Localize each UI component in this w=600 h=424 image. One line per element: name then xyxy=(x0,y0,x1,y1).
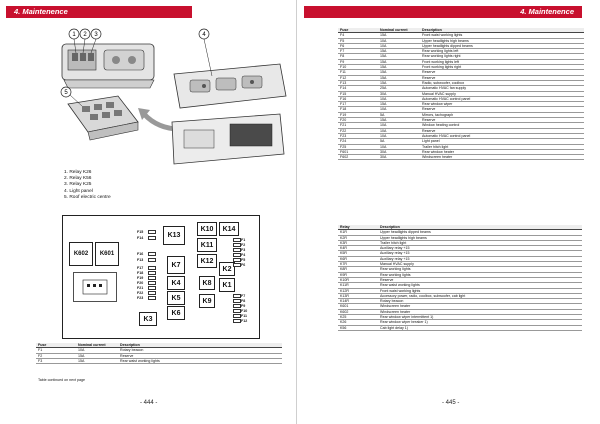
relay-K6: K6 xyxy=(167,306,185,320)
fuse-label-F4: F4 xyxy=(241,253,246,257)
cell: 15A xyxy=(378,33,420,38)
relay-K11: K11 xyxy=(197,238,217,252)
cell: Rear window wiper intermittent 1) xyxy=(378,315,582,320)
cell: 15A xyxy=(378,75,420,80)
callout-3: 3 xyxy=(94,32,98,38)
cell: Reserve xyxy=(378,277,582,282)
fuse-label-F11: F11 xyxy=(241,314,247,318)
cell: 25A xyxy=(378,86,420,91)
fuse-label-F8: F8 xyxy=(241,299,246,303)
legend-item: 5. Roof electric centre xyxy=(64,194,111,200)
fuse-label-F19: F19 xyxy=(137,276,144,280)
cell: 15A xyxy=(378,102,420,107)
cell: Upper headlights high beams xyxy=(420,38,584,43)
left-page xyxy=(6,0,290,424)
cell: Front waist working lights xyxy=(378,288,582,293)
fuse-slot xyxy=(233,309,241,313)
cell: F23 xyxy=(338,133,378,138)
cell: Rear waist working lights xyxy=(118,358,282,363)
cell: 15A xyxy=(378,118,420,123)
cell: Reserve xyxy=(420,107,584,112)
relay-K8: K8 xyxy=(199,276,215,290)
cell: K13R xyxy=(338,293,378,298)
cell: F18 xyxy=(338,107,378,112)
right-header-title: 4. Maintenence xyxy=(520,7,574,16)
cell: 15A xyxy=(76,353,118,358)
cell: Mirrors, tachograph xyxy=(420,112,584,117)
cell: F16 xyxy=(338,96,378,101)
fuse-slot xyxy=(233,258,241,262)
cell: 15A xyxy=(378,70,420,75)
cell: 15A xyxy=(378,54,420,59)
cell: F8 xyxy=(338,54,378,59)
cell: Reserve xyxy=(420,118,584,123)
fuse-slot xyxy=(233,243,241,247)
cell: 10A xyxy=(378,96,420,101)
table-row xyxy=(36,358,282,363)
cell: K11R xyxy=(338,283,378,288)
cell: 5A xyxy=(378,139,420,144)
cell: Trailer hitch light xyxy=(378,240,582,245)
callout-1: 1 xyxy=(72,32,76,38)
cell: 10A xyxy=(378,43,420,48)
relay-K10: K10 xyxy=(197,222,217,236)
fuse-slot xyxy=(233,248,241,252)
fuse-slot xyxy=(233,263,241,267)
cell: Rear window wiper xyxy=(420,102,584,107)
relay-K1: K1 xyxy=(219,278,235,292)
cell: Front working lights right xyxy=(420,65,584,70)
cell: 15A xyxy=(378,80,420,85)
cell: F19 xyxy=(338,112,378,117)
fuse-label-F6: F6 xyxy=(241,263,246,267)
left-page-number: - 444 - xyxy=(140,400,158,406)
fuse-label-F16: F16 xyxy=(137,252,144,256)
roof-panel-illustration xyxy=(172,114,284,164)
cell: F12 xyxy=(338,75,378,80)
relay-K4: K4 xyxy=(167,276,185,290)
cell: F602 xyxy=(338,155,378,160)
cell: Rear working lights right xyxy=(420,54,584,59)
cell: F4 xyxy=(338,33,378,38)
fuse-slot xyxy=(148,276,156,280)
light-panel-illustration xyxy=(174,64,286,108)
cell: K26 xyxy=(338,320,378,325)
figure-legend xyxy=(64,170,111,201)
cell: Automatic HVAC control panel xyxy=(420,133,584,138)
fuse-label-F23: F23 xyxy=(137,296,144,300)
fuse-label-F21: F21 xyxy=(137,286,144,290)
cell: F6 xyxy=(338,43,378,48)
cell: F21 xyxy=(338,123,378,128)
cell: Auxiliary relay +15 xyxy=(378,246,582,251)
cell: Rotary beacon xyxy=(118,348,282,353)
cell: Reserve xyxy=(118,353,282,358)
fuse-label-F20: F20 xyxy=(137,281,144,285)
cell: Upper headlights high beams xyxy=(378,235,582,240)
table-continued-note: Table continued on next page xyxy=(38,378,85,382)
cell: K601 xyxy=(338,304,378,309)
col-header: Fuse xyxy=(36,343,76,348)
cell: Auxiliary relay +15 xyxy=(378,256,582,261)
cell: K3R xyxy=(338,240,378,245)
fuse-slot xyxy=(233,238,241,242)
cell: F17 xyxy=(338,102,378,107)
cell: 15A xyxy=(378,49,420,54)
page-gutter xyxy=(296,0,297,424)
fuse-label-F2: F2 xyxy=(241,243,246,247)
cell: Reserve xyxy=(420,75,584,80)
cell: K4R xyxy=(338,246,378,251)
fuse-slot xyxy=(233,319,241,323)
fuse-slot xyxy=(148,271,156,275)
fuse-slot xyxy=(148,281,156,285)
cell: F2 xyxy=(36,353,76,358)
cell: K10R xyxy=(338,277,378,282)
cell: F13 xyxy=(338,80,378,85)
cell: 30A xyxy=(378,155,420,160)
fuse-label-F10: F10 xyxy=(241,309,248,313)
cell: 15A xyxy=(378,59,420,64)
callout-4: 4 xyxy=(202,32,206,38)
cell: F14 xyxy=(338,86,378,91)
col-header: Description xyxy=(378,225,582,230)
cell: Manual HVAC supply xyxy=(420,91,584,96)
cell: Window heating control xyxy=(420,123,584,128)
cell: Reserve xyxy=(420,70,584,75)
cell: Upper headlights dipped beams xyxy=(378,230,582,235)
cell: 10A xyxy=(378,128,420,133)
left-header-title: 4. Maintenence xyxy=(14,7,68,16)
cell: Rear waist working lights xyxy=(378,283,582,288)
cell: F11 xyxy=(338,70,378,75)
fuse-slot xyxy=(148,258,156,262)
relay-K601: K601 xyxy=(95,242,119,266)
fuse-label-F22: F22 xyxy=(137,291,144,295)
relay-K3: K3 xyxy=(139,312,157,326)
cell: Front working lights left xyxy=(420,59,584,64)
cell: F1 xyxy=(36,348,76,353)
cell: Upper headlights dipped beams xyxy=(420,43,584,48)
relay-K9: K9 xyxy=(199,294,215,308)
callout-5: 5 xyxy=(64,90,68,96)
fuse-slot xyxy=(233,299,241,303)
callout-2: 2 xyxy=(83,32,87,38)
cell: 10A xyxy=(378,133,420,138)
cell: 10A xyxy=(378,123,420,128)
fuse-label-F13: F13 xyxy=(137,258,144,262)
cell: F7 xyxy=(338,49,378,54)
cell: F601 xyxy=(338,149,378,154)
fuse-label-F17: F17 xyxy=(137,266,144,270)
right-page-number: - 445 - xyxy=(442,400,460,406)
fuse-label-F1: F1 xyxy=(241,238,246,242)
cell: Light panel xyxy=(420,139,584,144)
left-header-bar xyxy=(6,6,192,18)
cell: 15A xyxy=(76,358,118,363)
connector-block xyxy=(73,272,117,302)
relay-K12: K12 xyxy=(197,254,217,268)
cell: K25 xyxy=(338,315,378,320)
cell: Rear window wiper breaker 1) xyxy=(378,320,582,325)
table-row xyxy=(338,155,584,160)
relay-K13: K13 xyxy=(163,226,185,245)
cell: Front waist working lights xyxy=(420,33,584,38)
cell: 15A xyxy=(378,65,420,70)
cell: Automatic HVAC control panel xyxy=(420,96,584,101)
cell: Windscreen heater xyxy=(378,304,582,309)
relay-box-diagram xyxy=(62,215,260,339)
cell: Accessory power, radio, coolbox, subwoofer, cab light xyxy=(378,293,582,298)
relay-K602: K602 xyxy=(69,242,93,266)
legend-item: 1. Relay K26 xyxy=(64,170,92,175)
cell: K2R xyxy=(338,235,378,240)
relay-K2: K2 xyxy=(219,262,235,276)
cell: Rear working lights xyxy=(378,272,582,277)
legend-item: 2. Relay K56 xyxy=(64,176,92,182)
cell: K56 xyxy=(338,325,378,330)
cell: 5A xyxy=(378,112,420,117)
cell: K5R xyxy=(338,251,378,256)
cell: Manual HVAC supply xyxy=(378,262,582,267)
cell: Rear working lights xyxy=(378,267,582,272)
right-relay-table xyxy=(338,225,582,331)
col-header: Relay xyxy=(338,225,378,230)
fuse-label-F5: F5 xyxy=(241,258,246,262)
right-page xyxy=(304,0,592,424)
relay-K5: K5 xyxy=(167,291,185,305)
right-fuse-table xyxy=(338,28,584,160)
cell: Radio, subwoofer, coolbox xyxy=(420,80,584,85)
cell: K8R xyxy=(338,267,378,272)
legend-item: 3. Relay K25 xyxy=(64,182,92,188)
cell: Rear working lights left xyxy=(420,49,584,54)
legend-item: 4. Light panel xyxy=(64,188,93,194)
cell: 30A xyxy=(378,91,420,96)
cell: F22 xyxy=(338,128,378,133)
fuse-label-F14: F14 xyxy=(137,236,144,240)
cell: K14R xyxy=(338,299,378,304)
col-header: Nominal current xyxy=(76,343,118,348)
fuse-label-F18: F18 xyxy=(137,271,144,275)
fuse-slot xyxy=(233,294,241,298)
cell: F5 xyxy=(338,38,378,43)
table-row xyxy=(338,325,582,330)
cell: Rear window heater xyxy=(420,149,584,154)
cell: Rotary beacon xyxy=(378,299,582,304)
cell: K1R xyxy=(338,230,378,235)
cell: F3 xyxy=(36,358,76,363)
fuse-slot xyxy=(148,296,156,300)
cell: F20 xyxy=(338,118,378,123)
col-header: Description xyxy=(420,28,584,33)
col-header: Description xyxy=(118,343,282,348)
col-header: Fuse xyxy=(338,28,378,33)
fuse-label-F7: F7 xyxy=(241,294,246,298)
fuse-slot xyxy=(148,252,156,256)
cell: 10A xyxy=(378,107,420,112)
cell: Windscreen heater xyxy=(420,155,584,160)
cell: F10 xyxy=(338,65,378,70)
cell: Auxiliary relay +15 xyxy=(378,251,582,256)
cell: 10A xyxy=(76,348,118,353)
cell: K6R xyxy=(338,256,378,261)
fuse-slot xyxy=(148,230,156,234)
cell: Trailer hitch light xyxy=(420,144,584,149)
cell: K9R xyxy=(338,272,378,277)
cell: F25 xyxy=(338,144,378,149)
cell: Windscreen heater xyxy=(378,309,582,314)
relay-K14: K14 xyxy=(219,222,239,236)
fuse-slot xyxy=(148,291,156,295)
cell: 10A xyxy=(378,38,420,43)
cell: F15 xyxy=(338,91,378,96)
fuse-label-F3: F3 xyxy=(241,248,246,252)
cell: F24 xyxy=(338,139,378,144)
right-header-bar xyxy=(304,6,582,18)
fuse-slot xyxy=(233,314,241,318)
fuse-slot xyxy=(233,304,241,308)
fuse-label-F9: F9 xyxy=(241,304,246,308)
fuse-slot xyxy=(148,236,156,240)
fuse-slot xyxy=(233,253,241,257)
cell: Automatic HVAC fan supply xyxy=(420,86,584,91)
relay-K7: K7 xyxy=(167,256,185,274)
fuse-slot xyxy=(148,266,156,270)
cell: Reserve xyxy=(420,128,584,133)
col-header: Nominal current xyxy=(378,28,420,33)
cell: 10A xyxy=(378,144,420,149)
cell: Cab light delay 1) xyxy=(378,325,582,330)
cell: F9 xyxy=(338,59,378,64)
roof-electric-centre-figure xyxy=(54,26,290,166)
fuse-slot xyxy=(148,286,156,290)
cell: K12R xyxy=(338,288,378,293)
left-fuse-table xyxy=(36,343,282,364)
fuse-label-F15: F15 xyxy=(137,230,144,234)
cell: K602 xyxy=(338,309,378,314)
fuse-label-F12: F12 xyxy=(241,319,248,323)
cell: 30A xyxy=(378,149,420,154)
cell: K7R xyxy=(338,262,378,267)
